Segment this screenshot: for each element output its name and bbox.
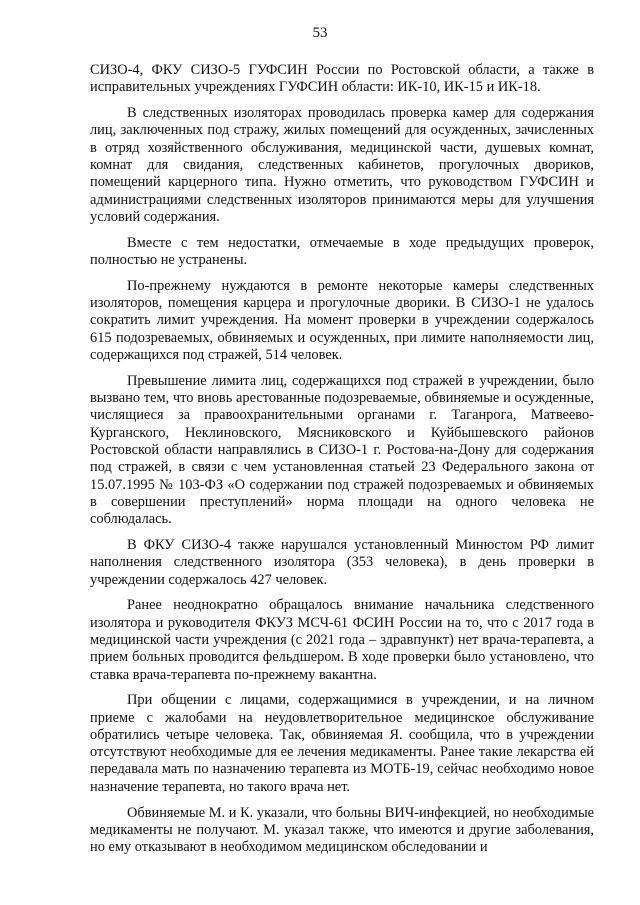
page-number: 53	[312, 25, 328, 41]
paragraph-8: При общении с лицами, содержащимися в учреждении, и на личном приеме с жалобами на неудовлетворительное медицинское обслуживание обратились четыре человека. Так, обвиняемая Я. сообщила, что в учреждении отсутствуют необходимые для ее лечения медикаменты. Ранее такие лекарства ей передавала мать по назначению терапевта из МОТБ-19, сейчас необходимо новое назначение терапевта, но такого врача нет.	[90, 692, 594, 795]
paragraph-4: По-прежнему нуждаются в ремонте некоторые камеры следственных изоляторов, помещения карцера и прогулочные дворики. В СИЗО-1 не удалось сократить лимит учреждения. На момент проверки в учреждении содержалось 615 подозреваемых, обвиняемых и осужденных, при лимите наполняемости лиц, содержащихся под стражей, 514 человек.	[90, 277, 594, 363]
document-body	[90, 62, 594, 865]
paragraph-2: В следственных изоляторах проводилась проверка камер для содержания лиц, заключенных под стражу, жилых помещений для осужденных, зачисленных в отряд хозяйственного обслуживания, медицинской части, душевых комнат, комнат для свидания, следственных кабинетов, прогулочных двориков, помещений карцерного типа. Нужно отметить, что руководством ГУФСИН и администрациями следственных изоляторов принимаются меры для улучшения условий содержания.	[90, 105, 594, 225]
paragraph-9: Обвиняемые М. и К. указали, что больны ВИЧ-инфекцией, но необходимые медикаменты не получают. М. указал также, что имеются и другие заболевания, но ему отказывают в необходимом медицинском обследовании и	[90, 804, 594, 856]
paragraph-3: Вместе с тем недостатки, отмечаемые в ходе предыдущих проверок, полностью не устранены.	[90, 234, 594, 268]
paragraph-7: Ранее неоднократно обращалось внимание начальника следственного изолятора и руководителя ФКУЗ МСЧ-61 ФСИН России на то, что с 2017 года в медицинской части учреждения (с 2021 года – здравпункт) нет врача-терапевта, а прием больных проводится фельдшером. В ходе проверки было установлено, что ставка врача-терапевта по-прежнему вакантна.	[90, 597, 594, 683]
paragraph-6: В ФКУ СИЗО-4 также нарушался установленный Минюстом РФ лимит наполнения следственного изолятора (353 человека), в день проверки в учреждении содержалось 427 человек.	[90, 536, 594, 588]
paragraph-5: Превышение лимита лиц, содержащихся под стражей в учреждении, было вызвано тем, что вновь арестованные подозреваемые, обвиняемые и осужденные, числящиеся за правоохранительными органами г. Таганрога, Матвеево-Курганского, Неклиновского, Мясниковского и Куйбышевского районов Ростовской области направлялись в СИЗО-1 г. Ростова-на-Дону для содержания под стражей, в связи с чем установленная статьей 23 Федерального закона от 15.07.1995 № 103-ФЗ «О содержании под стражей подозреваемых и обвиняемых в совершении преступлений» норма площади на одного человека не соблюдалась.	[90, 372, 594, 528]
paragraph-1: СИЗО-4, ФКУ СИЗО-5 ГУФСИН России по Ростовской области, а также в исправительных учреждениях ГУФСИН области: ИК-10, ИК-15 и ИК-18.	[90, 62, 594, 96]
